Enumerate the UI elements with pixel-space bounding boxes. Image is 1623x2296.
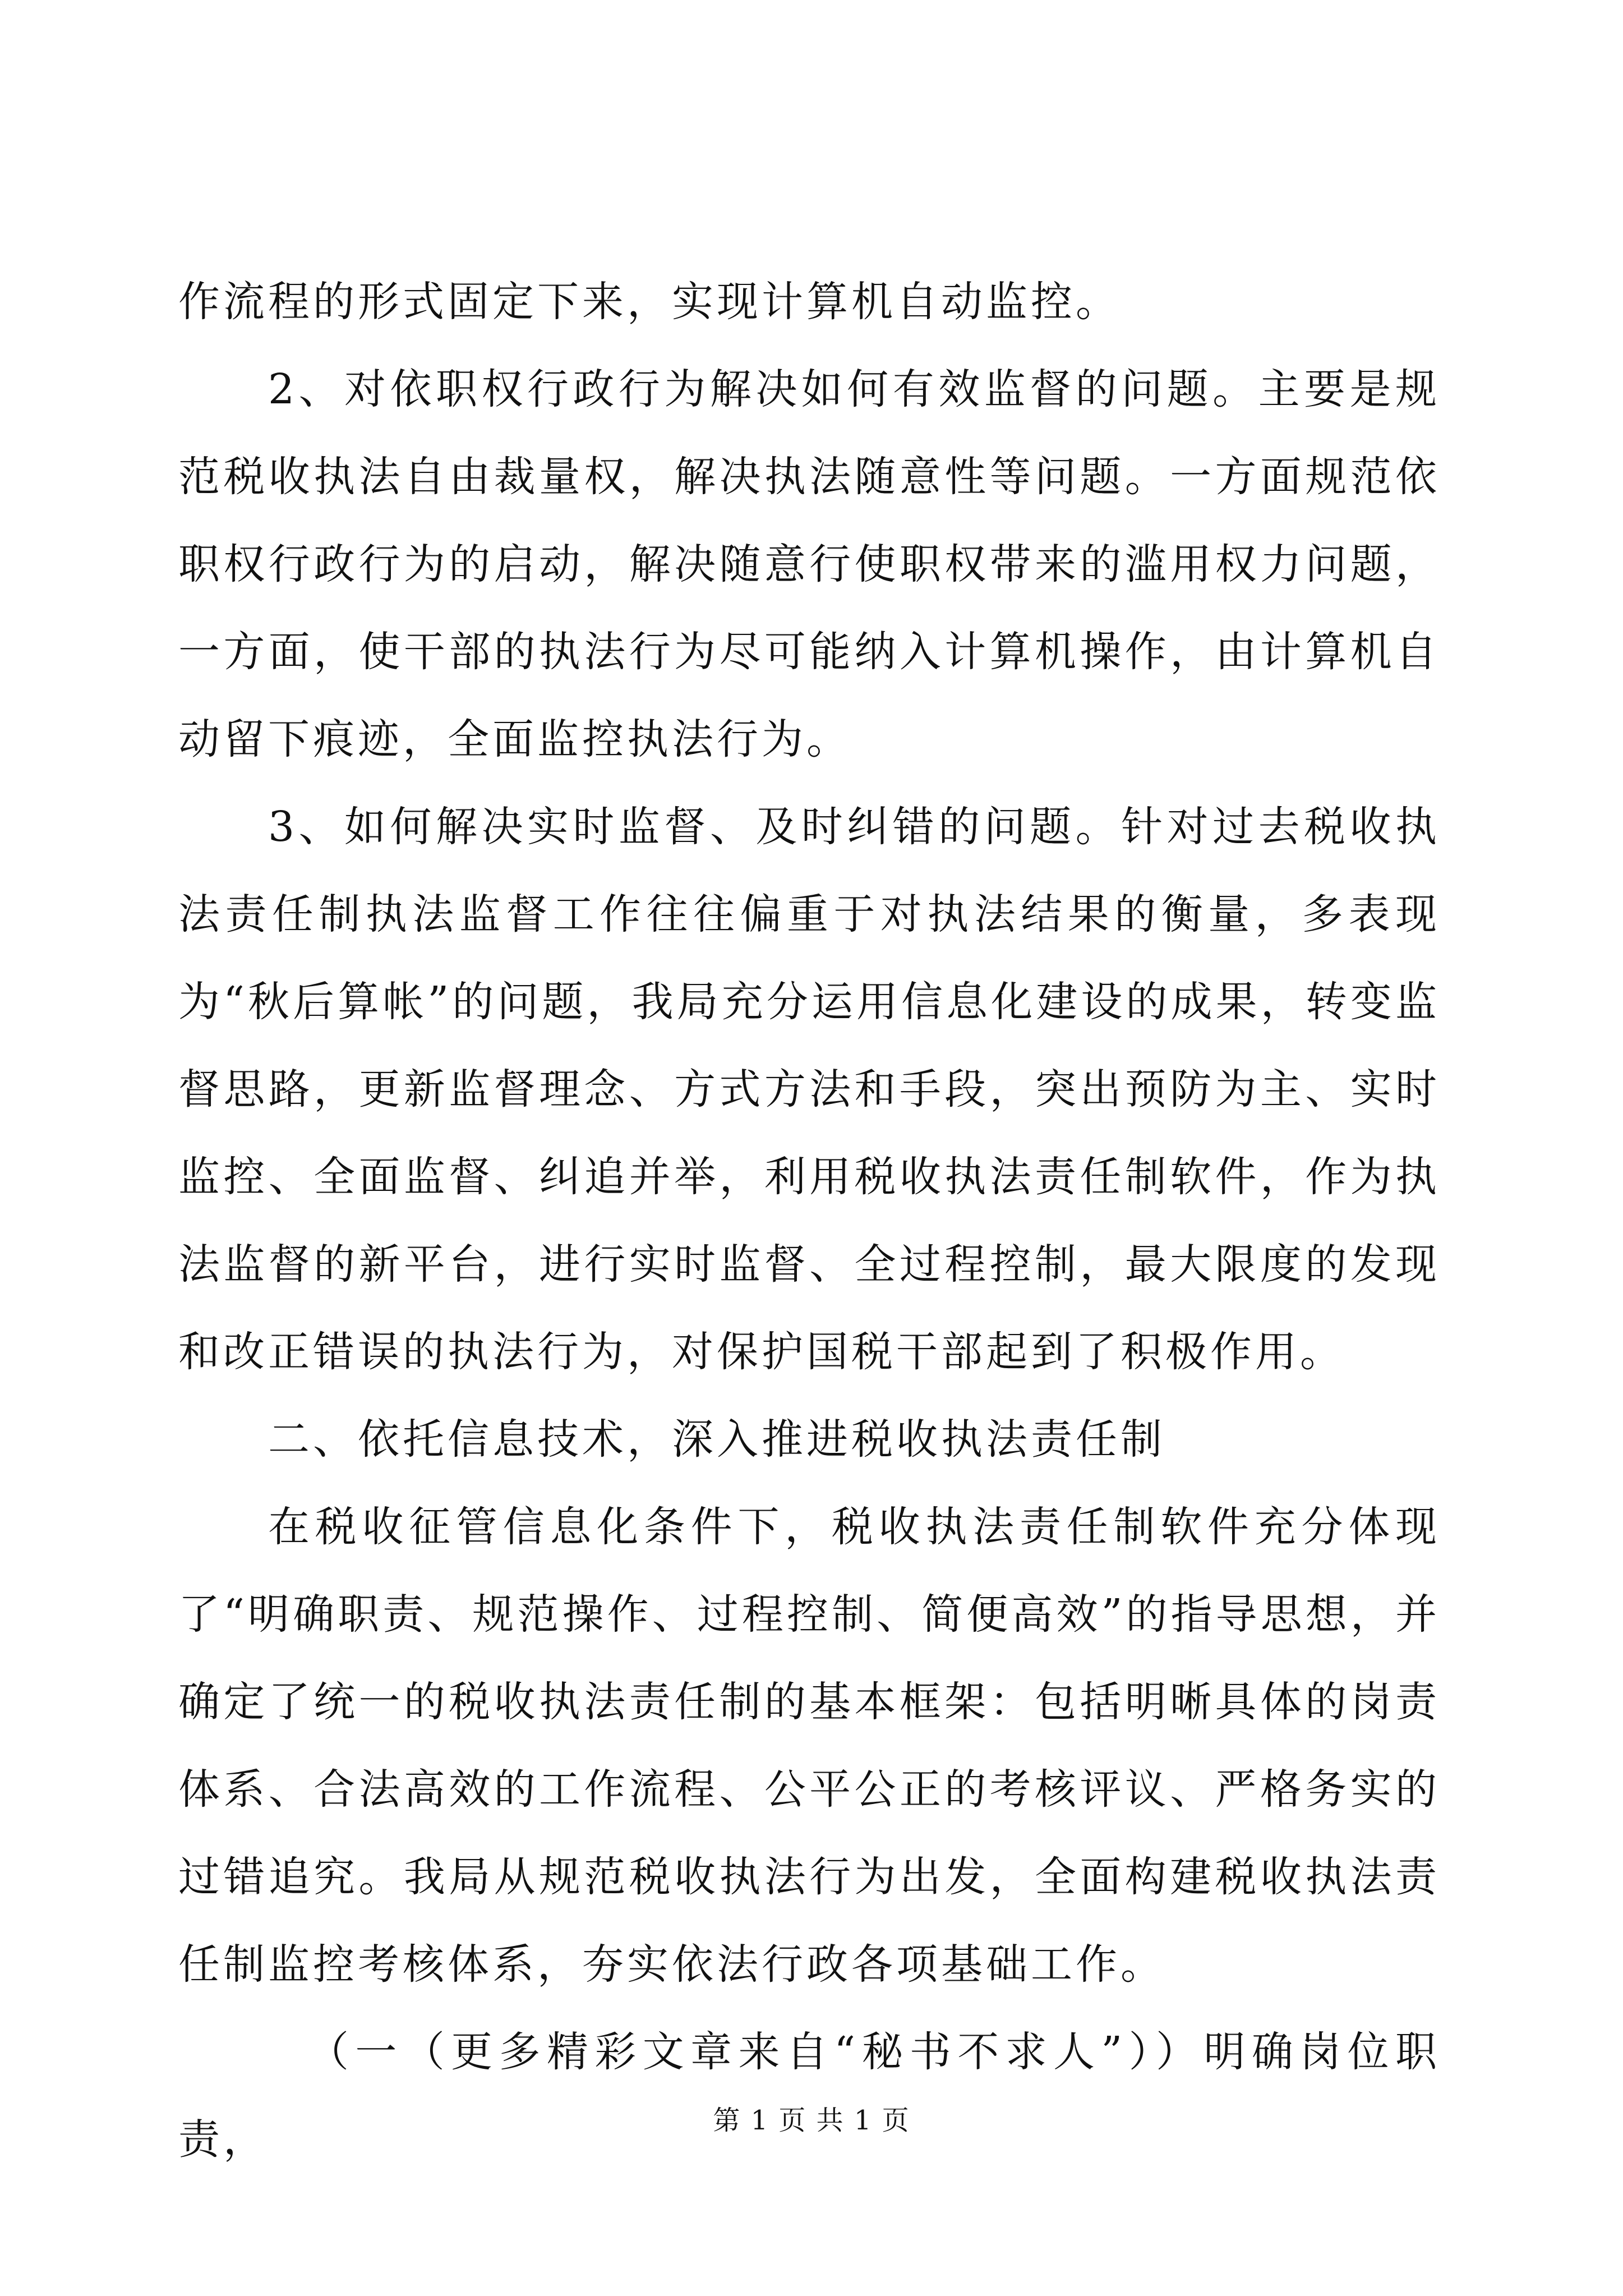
page-footer (0, 2102, 1623, 2138)
document-body (178, 258, 1440, 2183)
paragraph-section-intro: 在税收征管信息化条件下，税收执法责任制软件充分体现了“明确职责、规范操作、过程控制、简便高效”的指导思想，并确定了统一的税收执法责任制的基本框架：包括明晰具体的岗责体系、合法高效的工作流程、公平公正的考核评议、严格务实的过错追究。我局从规范税收执法行为出发，全面构建税收执法责任制监控考核体系，夯实依法行政各项基础工作。 (178, 1503, 1440, 1989)
page-number-label: 第 1 页 共 1 页 (713, 2105, 910, 2136)
section-heading-2: 二、依托信息技术，深入推进税收执法责任制 (268, 1415, 1165, 1464)
paragraph-subsection-1: （一（更多精彩文章来自“秘书不求人”））明确岗位职责， (178, 2028, 1440, 2164)
paragraph-item-3: 3、如何解决实时监督、及时纠错的问题。针对过去税收执法责任制执法监督工作往往偏重于对执法结果的衡量，多表现为“秋后算帐”的问题，我局充分运用信息化建设的成果，转变监督思路，更新监督理念、方式方法和手段，突出预防为主、实时监控、全面监督、纠追并举，利用税收执法责任制软件，作为执法监督的新平台，进行实时监督、全过程控制，最大限度的发现和改正错误的执法行为，对保护国税干部起到了积极作用。 (178, 803, 1440, 1376)
paragraph-continuation: 作流程的形式固定下来，实现计算机自动监控。 (178, 278, 1121, 326)
paragraph-item-2: 2、对依职权行政行为解决如何有效监督的问题。主要是规范税收执法自由裁量权，解决执法随意性等问题。一方面规范依职权行政行为的启动，解决随意行使职权带来的滥用权力问题，一方面，使干部的执法行为尽可能纳入计算机操作，由计算机自动留下痕迹，全面监控执法行为。 (178, 365, 1440, 763)
